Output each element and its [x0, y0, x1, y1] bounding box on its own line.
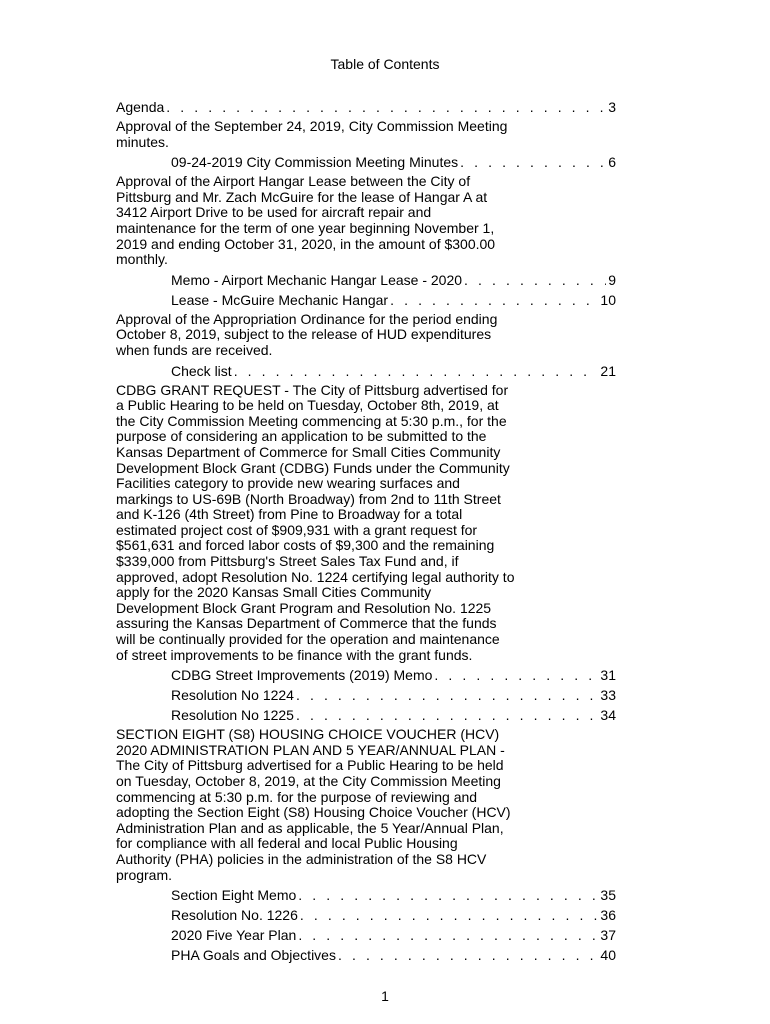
toc-entry[interactable]: [116, 154, 616, 170]
dot-leader: [460, 154, 606, 170]
toc-entry[interactable]: [116, 907, 616, 923]
toc-entry[interactable]: [116, 687, 616, 703]
table-of-contents: [116, 97, 616, 967]
toc-entry-page-number: 31: [600, 667, 616, 684]
dot-leader: [166, 99, 606, 115]
agenda-item-description: CDBG GRANT REQUEST - The City of Pittsburg advertised for a Public Hearing to be held on Tuesday, October 8th, 2019, at the City Commission Meeting commencing at 5:30 p.m., for the purpose of considering an application to be submitted to the Kansas Department of Commerce for Small Cities Community Development Block Grant (CDBG) Funds under the Community Facilities category to provide new wearing surfaces and markings to US-69B (North Broadway) from 2nd to 11th Street and K-126 (4th Street) from Pine to Broadway for a total estimated project cost of $909,931 with a grant request for $561,631 and forced labor costs of $9,300 and the remaining $339,000 from Pittsburg's Street Sales Tax Fund and, if approved, adopt Resolution No. 1224 certifying legal authority to apply for the 2020 Kansas Small Cities Community Development Block Grant Program and Resolution No. 1225 assuring the Kansas Department of Commerce that the funds will be continually provided for the operation and maintenance of street improvements to be finance with the grant funds.: [116, 381, 515, 663]
dot-leader: [298, 887, 598, 903]
toc-entry-page-number: 9: [608, 271, 616, 288]
toc-entry[interactable]: [116, 947, 616, 963]
toc-entry-page-number: 6: [608, 154, 616, 171]
toc-entry-label: 09-24-2019 City Commission Meeting Minutes: [171, 154, 459, 171]
dot-leader: [298, 927, 598, 943]
page-number: 1: [381, 988, 389, 1004]
toc-entry-page-number: 3: [608, 99, 616, 115]
toc-entry[interactable]: [116, 99, 616, 115]
toc-entry[interactable]: [116, 667, 616, 683]
toc-entry-label: Section Eight Memo: [171, 887, 297, 904]
toc-entry[interactable]: [116, 292, 616, 308]
toc-entry[interactable]: [116, 927, 616, 943]
dot-leader: [434, 667, 598, 683]
toc-entry-page-number: 10: [600, 291, 616, 308]
toc-entry-page-number: 37: [600, 927, 616, 944]
dot-leader: [300, 907, 599, 923]
toc-entry-label: Resolution No 1224: [171, 687, 294, 704]
toc-entry-label: 2020 Five Year Plan: [171, 927, 297, 944]
agenda-item-description: Approval of the September 24, 2019, City Commission Meeting minutes.: [116, 118, 508, 150]
toc-entry-label: Memo - Airport Mechanic Hangar Lease - 2020: [171, 271, 463, 288]
toc-entry-label: PHA Goals and Objectives: [171, 947, 336, 964]
toc-entry-label: Lease - McGuire Mechanic Hangar: [171, 291, 389, 308]
dot-leader: [464, 272, 606, 288]
agenda-item-description: Approval of the Airport Hangar Lease between the City of Pittsburg and Mr. Zach McGuire for the lease of Hangar A at 3412 Airport Drive to be used for aircraft repair and maintenance for the term of one year beginning November 1, 2019 and ending October 31, 2020, in the amount of $300.00 monthly.: [116, 173, 496, 268]
toc-entry-label: Agenda: [116, 99, 165, 115]
toc-entry[interactable]: [116, 887, 616, 903]
page-title: Table of Contents: [330, 56, 440, 72]
toc-entry[interactable]: [116, 707, 616, 723]
toc-entry-label: CDBG Street Improvements (2019) Memo: [171, 667, 433, 684]
toc-entry-page-number: 34: [600, 707, 616, 724]
toc-entry-page-number: 40: [600, 947, 616, 964]
agenda-item-description: Approval of the Appropriation Ordinance for the period ending October 8, 2019, subject to the release of HUD expenditures when funds are received.: [116, 310, 498, 358]
toc-entry-label: Resolution No. 1226: [171, 907, 298, 924]
dot-leader: [390, 292, 598, 308]
dot-leader: [296, 707, 598, 723]
dot-leader: [296, 687, 598, 703]
agenda-item-description: SECTION EIGHT (S8) HOUSING CHOICE VOUCHER (HCV) 2020 ADMINISTRATION PLAN AND 5 YEAR/ANNUAL PLAN - The City of Pittsburg advertised for a Public Hearing to be held on Tuesday, October 8, 2019, at the City Commission Meeting commencing at 5:30 p.m. for the purpose of reviewing and adopting the Section Eight (S8) Housing Choice Voucher (HCV) Administration Plan and as applicable, the 5 Year/Annual Plan, for compliance with all federal and local Public Housing Authority (PHA) policies in the administration of the S8 HCV program.: [116, 726, 511, 883]
toc-entry-label: Resolution No 1225: [171, 707, 294, 724]
toc-entry-page-number: 36: [600, 907, 616, 924]
dot-leader: [234, 363, 599, 379]
toc-entry-label: Check list: [171, 362, 232, 379]
toc-entry-page-number: 33: [600, 687, 616, 704]
toc-entry-page-number: 35: [600, 887, 616, 904]
dot-leader: [338, 947, 598, 963]
toc-entry-page-number: 21: [600, 362, 616, 379]
toc-entry[interactable]: [116, 272, 616, 288]
toc-entry[interactable]: [116, 363, 616, 379]
